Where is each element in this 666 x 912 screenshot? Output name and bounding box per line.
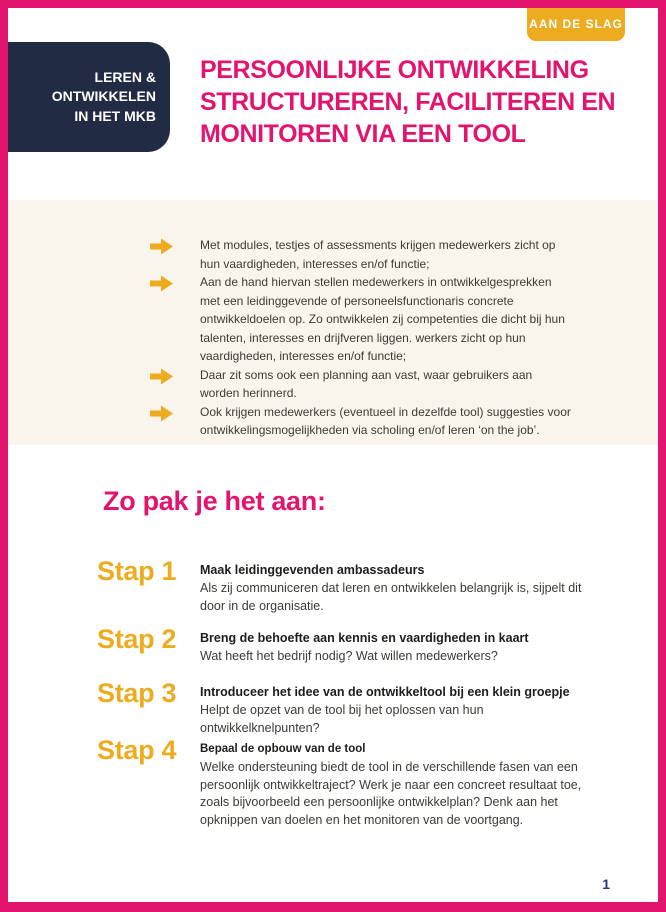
list-item xyxy=(150,236,580,273)
arrow-right-icon xyxy=(150,238,173,260)
step-label: Stap 2 xyxy=(97,624,177,654)
page-title-line-1: PERSOONLIJKE ONTWIKKELING xyxy=(200,56,589,84)
step-row-4 xyxy=(97,737,617,829)
step-content xyxy=(200,737,605,829)
page-title-line-3: MONITOREN VIA EEN TOOL xyxy=(200,120,526,148)
step-body: Wat heeft het bedrijf nodig? Wat willen medewerkers? xyxy=(200,649,498,663)
bullet-text: Ook krijgen medewerkers (eventueel in dezelfde tool) suggesties voor ontwikkelingsmogelijkheden via scholing en/of leren ‘on the job’. xyxy=(200,404,571,437)
bullet-text: Daar zit soms ook een planning aan vast, waar gebruikers aan worden herinnerd. xyxy=(200,367,533,400)
intro-panel xyxy=(8,200,658,445)
intro-bullet-list xyxy=(150,236,580,440)
list-item xyxy=(150,273,580,366)
brand-line-2: ONTWIKKELEN xyxy=(51,88,156,105)
brand-line-1: LEREN & xyxy=(94,68,156,85)
step-body: Welke ondersteuning biedt de tool in de verschillende fasen van een persoonlijk ontwikkeltraject? Werk je naar een concreet resultaat toe, zoals bijvoorbeeld een persoonlijke ontwikkelplan? Denk aan het opknippen van doelen en het monitoren van de voortgang. xyxy=(200,760,582,827)
page-number: 1 xyxy=(602,876,610,892)
list-item xyxy=(150,366,580,403)
step-body: Helpt de opzet van de tool bij het oplossen van hun ontwikkelknelpunten? xyxy=(200,703,484,735)
arrow-right-icon xyxy=(150,368,173,390)
bullet-text: Aan de hand hiervan stellen medewerkers in ontwikkelgesprekken met een leidinggevende of personeelsfunctionaris concrete ontwikkeldoelen op. Zo ontwikkelen zij competenties die dicht bij hun talenten, interesses en drijfveren liggen. werkers zicht op hun vaardigheden, interesses en/of functie; xyxy=(200,275,565,363)
brand-box xyxy=(8,42,170,152)
step-content xyxy=(200,558,605,615)
step-label: Stap 1 xyxy=(97,556,177,586)
step-body: Als zij communiceren dat leren en ontwikkelen belangrijk is, sijpelt dit door in de organisatie. xyxy=(200,581,582,613)
step-row-2 xyxy=(97,626,617,666)
list-item xyxy=(150,403,580,440)
step-title: Bepaal de opbouw van de tool xyxy=(200,743,366,755)
step-title: Introduceer het idee van de ontwikkeltool bij een klein groepje xyxy=(200,685,570,699)
bullet-text: Met modules, testjes of assessments krijgen medewerkers zicht op hun vaardigheden, interesses en/of functie; xyxy=(200,238,556,271)
step-label: Stap 3 xyxy=(97,678,177,708)
step-title: Maak leidinggevenden ambassadeurs xyxy=(200,563,425,577)
aan-de-slag-tab: AAN DE SLAG xyxy=(527,8,625,41)
step-content xyxy=(200,680,605,737)
arrow-right-icon xyxy=(150,275,173,297)
step-content xyxy=(200,626,605,666)
arrow-right-icon xyxy=(150,405,173,427)
page-title xyxy=(200,54,615,150)
page-title-line-2: STRUCTUREREN, FACILITEREN EN xyxy=(200,88,616,116)
step-label: Stap 4 xyxy=(97,735,177,765)
brand-line-3: IN HET MKB xyxy=(74,107,156,124)
step-title: Breng de behoefte aan kennis en vaardigheden in kaart xyxy=(200,631,529,645)
step-row-1 xyxy=(97,558,617,615)
section-heading: Zo pak je het aan: xyxy=(103,486,326,516)
step-row-3 xyxy=(97,680,617,737)
